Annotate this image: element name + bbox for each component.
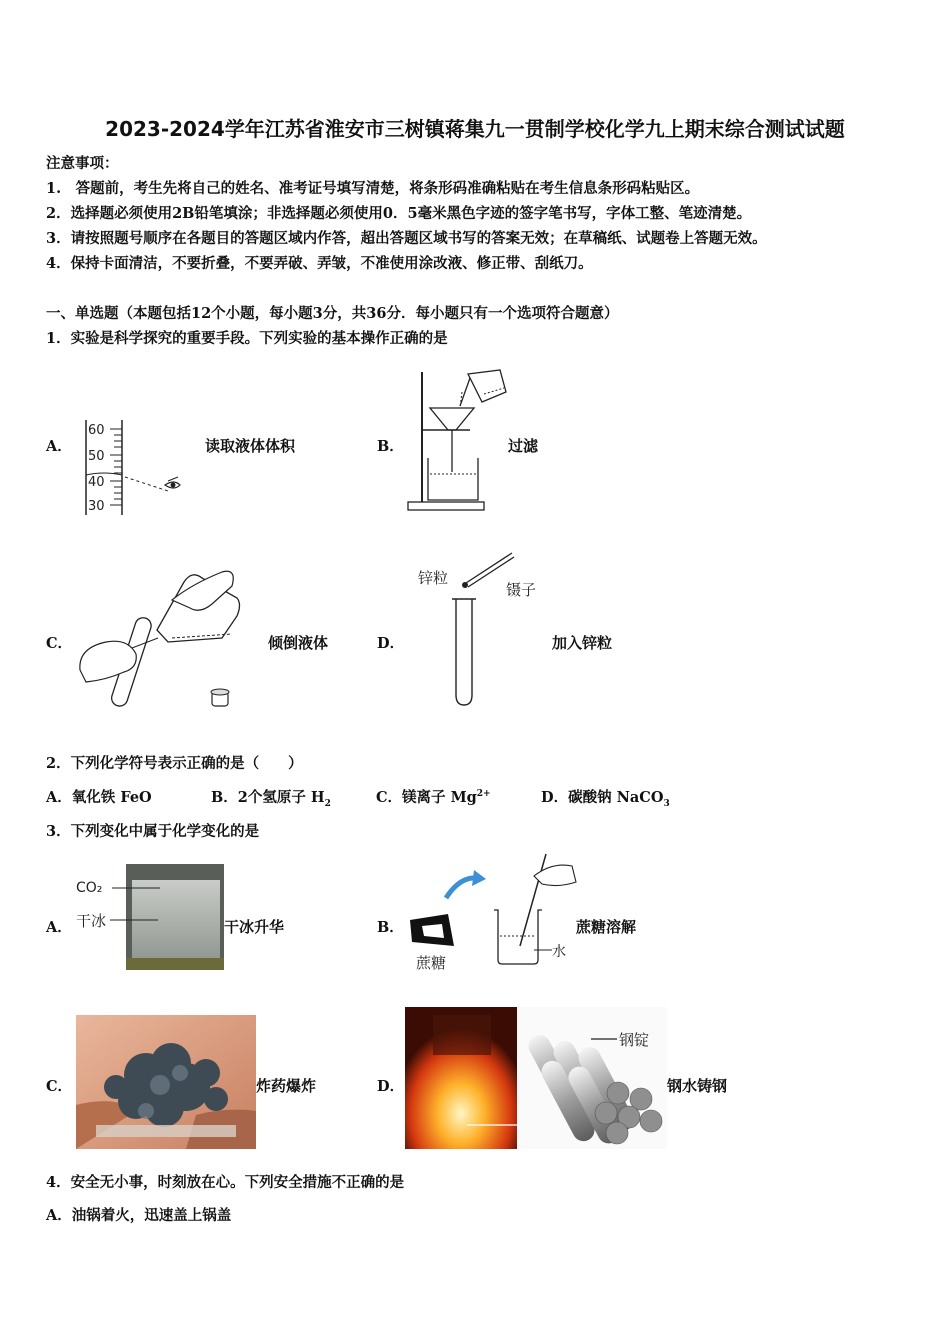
q1-option-d-label: D．	[377, 635, 405, 652]
notice-heading: 注意事项：	[46, 155, 119, 172]
q2-option-a	[46, 786, 152, 807]
graduated-cylinder-figure	[70, 415, 195, 520]
section-heading: 一、单选题（本题包括12个小题，每小题3分，共36分．每小题只有一个选项符合题意）	[46, 305, 619, 322]
q3-option-a-label: A．	[46, 919, 72, 936]
explosion-photo	[76, 1015, 256, 1149]
cylinder-tick-label: 50	[88, 449, 105, 464]
water-tag: 水	[552, 944, 566, 960]
q2-option-b-label: B．	[211, 789, 238, 806]
q2-option-b-subscript: 2	[324, 798, 331, 809]
q2-option-d-label: D．	[541, 789, 569, 806]
q2-option-d-subscript: 3	[663, 798, 670, 809]
adding-zinc-figure	[412, 545, 552, 710]
page-title: 2023-2024学年江苏省淮安市三树镇蒋集九一贯制学校化学九上期末综合测试试题	[105, 117, 845, 141]
notice-item: 4．保持卡面清洁，不要折叠，不要弄破、弄皱，不准使用涂改液、修正带、刮纸刀。	[46, 255, 593, 272]
q2-option-b-text: 2个氢原子 H	[237, 789, 325, 806]
q2-option-c-text: 镁离子 Mg	[402, 789, 477, 806]
q3-option-d-label: D．	[377, 1078, 405, 1095]
zinc-granule-tag: 锌粒	[418, 569, 449, 587]
notice-item: 2．选择题必须使用2B铅笔填涂；非选择题必须使用0．5毫米黑色字迹的签字笔书写，字体工整、笔迹清楚。	[46, 205, 752, 222]
question-1-stem: 1．实验是科学探究的重要手段。下列实验的基本操作正确的是	[46, 330, 448, 347]
q2-option-a-text: 氧化铁 FeO	[71, 789, 152, 806]
q1-option-d-caption: 加入锌粒	[552, 634, 613, 652]
q1-option-c-label: C．	[46, 635, 73, 652]
q3-option-c-caption: 炸药爆炸	[256, 1077, 317, 1095]
q2-option-d-text: 碳酸钠 NaCO	[568, 789, 664, 806]
q3-option-c-label: C．	[46, 1078, 73, 1095]
q2-option-c	[376, 786, 491, 807]
sugar-dissolving-figure	[402, 848, 582, 976]
dry-ice-photo	[72, 862, 227, 974]
filtration-figure	[400, 362, 515, 517]
notice-item: 1. 答题前，考生先将自己的姓名、准考证号填写清楚，将条形码准确粘贴在考生信息条形码粘贴区。	[46, 180, 700, 197]
question-4-stem: 4．安全无小事，时刻放在心。下列安全措施不正确的是	[46, 1174, 405, 1191]
cylinder-tick-label: 60	[88, 423, 105, 438]
q3-option-b-caption: 蔗糖溶解	[576, 918, 637, 936]
steel-casting-photo	[405, 1005, 667, 1151]
q1-option-c-caption: 倾倒液体	[268, 634, 329, 652]
q4-option-a: A．油锅着火，迅速盖上锅盖	[46, 1207, 232, 1224]
co2-tag: CO₂	[76, 880, 103, 896]
q2-option-c-superscript: 2+	[476, 789, 491, 800]
q3-option-b-label: B．	[377, 919, 404, 936]
cylinder-tick-label: 40	[88, 475, 105, 490]
q1-option-b-label: B．	[377, 438, 404, 455]
tweezers-tag: 镊子	[506, 581, 537, 599]
q2-option-a-label: A．	[46, 789, 72, 806]
pouring-liquid-figure	[72, 560, 252, 710]
q1-option-a-caption: 读取液体体积	[205, 437, 296, 455]
q2-option-d	[541, 786, 670, 809]
q1-option-b-caption: 过滤	[508, 437, 539, 455]
steel-ingot-tag: 钢锭	[619, 1031, 650, 1049]
sugar-tag: 蔗糖	[416, 954, 447, 972]
question-2-stem: 2．下列化学符号表示正确的是（ ）	[46, 755, 303, 772]
question-3-stem: 3．下列变化中属于化学变化的是	[46, 823, 260, 840]
dry-ice-tag: 干冰	[76, 912, 107, 930]
q3-option-d-caption: 钢水铸钢	[667, 1077, 728, 1095]
q2-option-b	[211, 786, 331, 809]
q2-option-c-label: C．	[376, 789, 403, 806]
q3-option-a-caption: 干冰升华	[224, 918, 285, 936]
notice-item: 3．请按照题号顺序在各题目的答题区域内作答，超出答题区域书写的答案无效；在草稿纸、试题卷上答题无效。	[46, 230, 767, 247]
q1-option-a-label: A．	[46, 438, 72, 455]
cylinder-tick-label: 30	[88, 499, 105, 514]
